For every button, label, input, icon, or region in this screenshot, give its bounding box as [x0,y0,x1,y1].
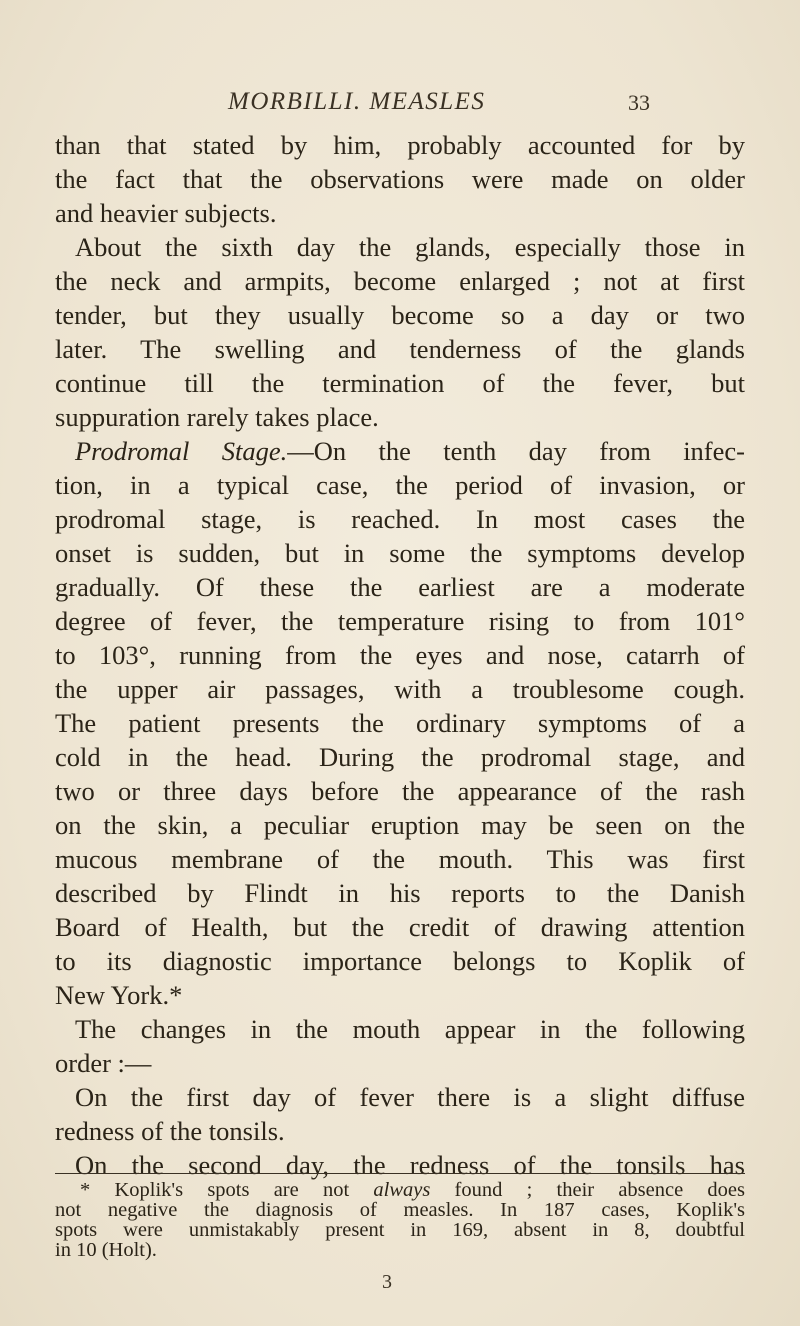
text-line: prodromal stage, is reached. In most cases the [55,504,745,534]
footnote-divider [55,1173,745,1174]
text-line: order :— [55,1048,152,1078]
text-line: redness of the tonsils. [55,1116,285,1146]
text-line: described by Flindt in his reports to the Danish [55,878,745,908]
text-line: to its diagnostic importance belongs to Koplik of [55,946,745,976]
text-line: Board of Health, but the credit of drawing attention [55,912,745,942]
text-line: The patient presents the ordinary symptoms of a [55,708,745,738]
text-line: cold in the head. During the prodromal stage, and [55,742,745,772]
text-line: the upper air passages, with a troublesome cough. [55,674,745,704]
text-line: gradually. Of these the earliest are a moderate [55,572,745,602]
text-line: continue till the termination of the fever, but [55,368,745,398]
text-line: and heavier subjects. [55,198,277,228]
section-heading: Prodromal Stage. [75,436,288,466]
emphasis: always [373,1179,431,1201]
text-line: than that stated by him, probably accounted for by [55,130,745,160]
text-line: to 103°, running from the eyes and nose, catarrh of [55,640,745,670]
signature-mark: 3 [382,1271,392,1293]
text-line: two or three days before the appearance of the rash [55,776,745,806]
text-line: later. The swelling and tenderness of the glands [55,334,745,364]
text-line: on the skin, a peculiar eruption may be seen on the [55,810,745,840]
text-line: New York.* [55,980,183,1010]
footnote-line: spots were unmistakably present in 169, absent in 8, doubtful [55,1219,745,1241]
text-line: the fact that the observations were made on older [55,164,745,194]
body-text [55,128,745,1182]
text-fragment: —On the tenth day from infec- [287,436,745,466]
text-line: mucous membrane of the mouth. This was first [55,844,745,874]
footnote-line: in 10 (Holt). [55,1239,157,1261]
text-line: The changes in the mouth appear in the following [75,1014,745,1044]
text-fragment: found ; their absence does [430,1179,745,1201]
text-line: tion, in a typical case, the period of invasion, or [55,470,745,500]
text-line: About the sixth day the glands, especially those in [75,232,745,262]
footnote-line [55,1180,745,1200]
running-head: MORBILLI. MEASLES [228,88,486,115]
text-line: On the first day of fever there is a slight diffuse [75,1082,745,1112]
text-line: On the second day, the redness of the tonsils has [75,1150,745,1180]
text-line [55,434,745,468]
text-line: suppuration rarely takes place. [55,402,379,432]
text-line: tender, but they usually become so a day or two [55,300,745,330]
text-line: onset is sudden, but in some the symptoms develop [55,538,745,568]
footnote [55,1180,745,1260]
text-line: the neck and armpits, become enlarged ; not at first [55,266,745,296]
text-line: degree of fever, the temperature rising to from 101° [55,606,745,636]
footnote-line: not negative the diagnosis of measles. In 187 cases, Koplik's [55,1199,745,1221]
page-number: 33 [628,90,650,115]
text-fragment: * Koplik's spots are not [80,1179,374,1201]
